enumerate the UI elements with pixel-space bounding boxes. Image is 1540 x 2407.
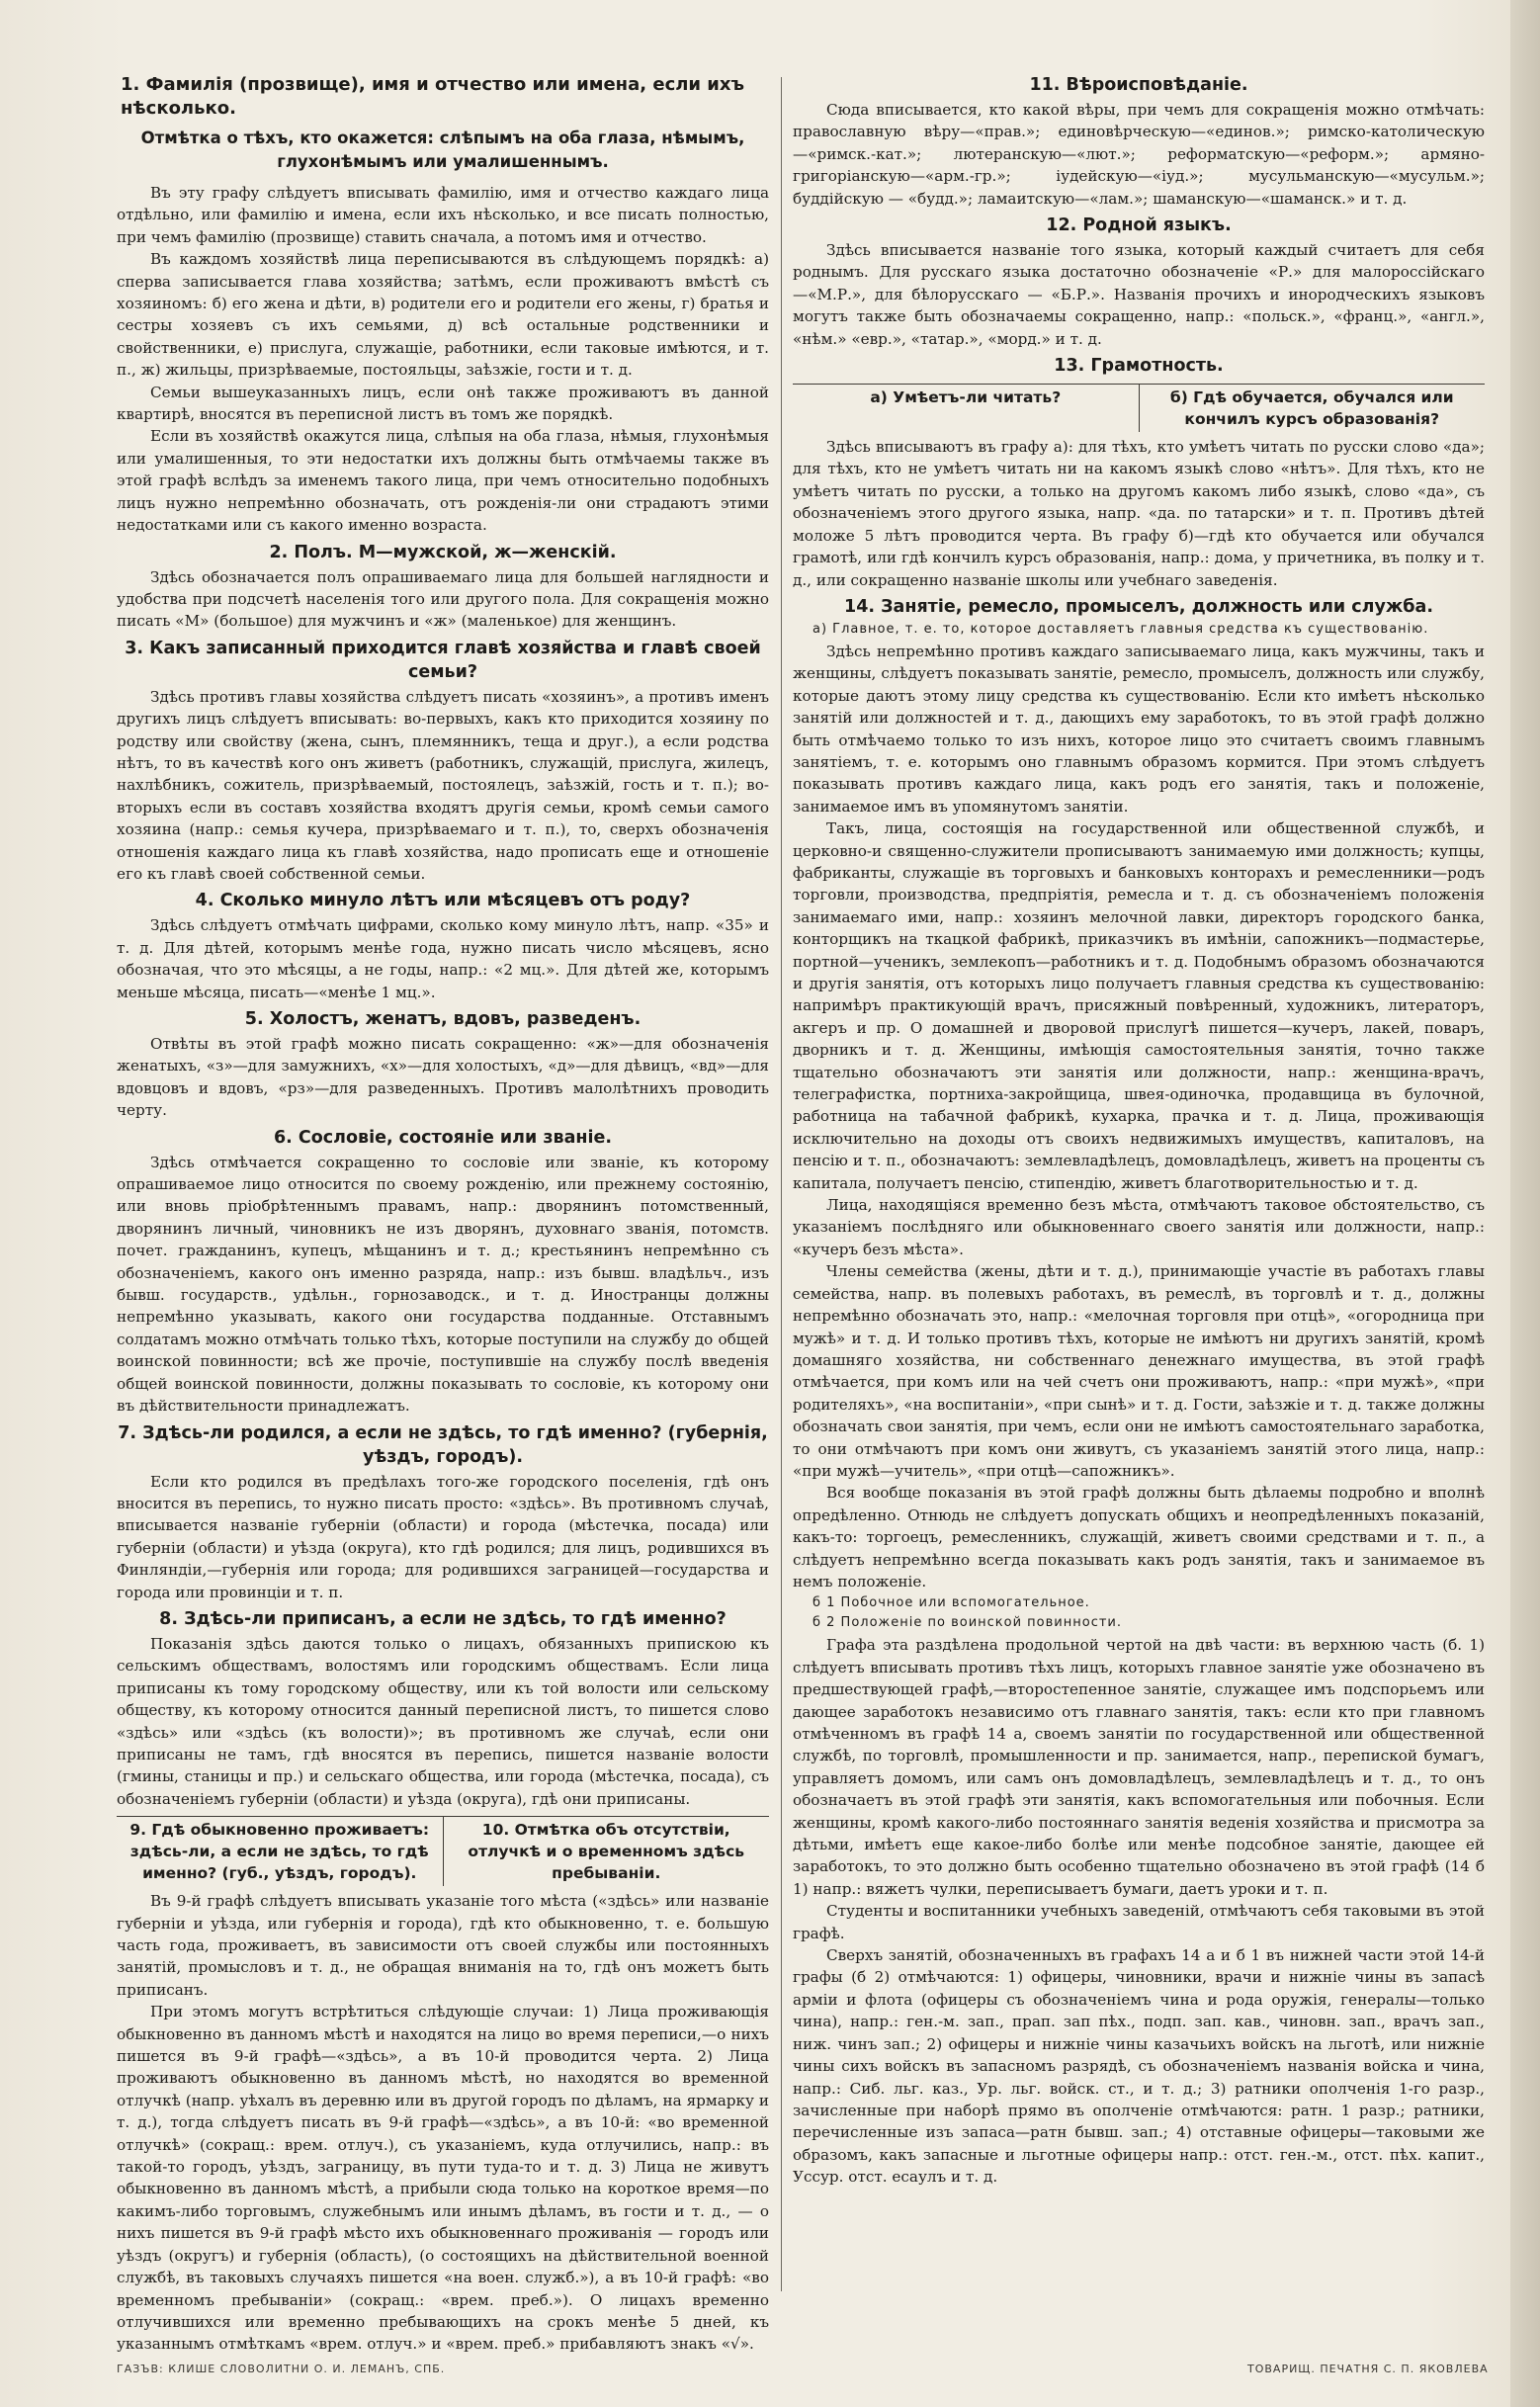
section-12-title: 12. Родной языкъ. [1046,215,1232,236]
column-divider [781,77,782,2291]
section-1-title: 1. Фамилія (прозвище), имя и отчество или имена, если ихъ нѣсколько. [121,74,745,119]
section-13-title: 13. Грамотность. [1054,356,1224,377]
section-1-paragraph: Семьи вышеуказанныхъ лицъ, если онѣ также проживаютъ въ данной квартирѣ, вносятся въ переписной листъ въ томъ же порядкѣ. [117,383,769,424]
section-10-title: 10. Отмѣтка объ отсутствіи, отлучкѣ и о временномъ здѣсь пребываніи. [443,1817,770,1886]
section-3-title: 3. Какъ записанный приходится главѣ хозяйства и главѣ своей семьи? [125,638,761,682]
section-2-title: 2. Полъ. М—мужской, ж—женскій. [269,542,617,562]
section-4-title: 4. Сколько минуло лѣтъ или мѣсяцевъ отъ роду? [195,891,691,911]
section-12-paragraph: Здѣсь вписывается названіе того языка, который каждый считаетъ для себя роднымъ. Для русскаго языка достаточно обозначеніе «Р.» для малороссійскаго—«М.Р.», для бѣлорусскаго — «Б.Р.». Названія прочихъ и инородческихъ языковъ могутъ также быть обозначаемы сокращенно, напр.: «польск.», «франц.», «англ.», «нѣм.» «евр.», «татар.», «морд.» и т. д. [793,241,1485,348]
section-14-paragraph: Вся вообще показанія въ этой графѣ должны быть дѣлаемы подробно и вполнѣ опредѣленно. Отнюдь не слѣдуетъ допускать общихъ и неопредѣленныхъ показаній, какъ-то: торгоецъ, ремесленникъ, служащій, живетъ своими средствами и т. п., а слѣдуетъ непремѣнно всегда показывать какъ родъ занятія, такъ и занимаемое въ немъ положеніе. [793,1484,1485,1590]
section-14-paragraph: Здѣсь непремѣнно противъ каждаго записываемаго лица, какъ мужчины, такъ и женщины, слѣдуетъ показывать занятіе, ремесло, промыселъ, должность или службу, которые даютъ этому лицу средства къ существованію. Если кто имѣетъ нѣсколько занятій или должностей и т. д., дающихъ ему заработокъ, то въ этой графѣ должно быть отмѣчаемо только то изъ нихъ, которое лицо это считаетъ своимъ главнымъ занятіемъ, т. е. которымъ оно главнымъ образомъ кормится. При этомъ слѣдуетъ показывать противъ каждаго лица, какъ родъ его занятія, такъ и положеніе, занимаемое имъ въ упомянутомъ занятіи. [793,642,1485,816]
printer-imprint-right: ТОВАРИЩ. ПЕЧАТНЯ С. П. ЯКОВЛЕВА [1247,2363,1489,2375]
section-14-title: 14. Занятіе, ремесло, промыселъ, должность или служба. [844,596,1433,617]
section-11-paragraph: Сюда вписывается, кто какой вѣры, при чемъ для сокращенія можно отмѣчать: православную вѣру—«прав.»; единовѣрческую—«единов.»; римско-католическую—«римск.-кат.»; лютеранскую—«лют.»; реформатскую—«реформ.»; армяно-григоріанскую—«арм.-гр.»; іудейскую—«іуд.»; мусульманскую—«мусульм.»; буддійскую — «будд.»; ламаитскую—«лам.»; шаманскую—«шаманск.» и т. д. [793,101,1485,208]
page-edge [1510,0,1540,2407]
section-9-title: 9. Гдѣ обыкновенно проживаетъ: здѣсь-ли, а если не здѣсь, то гдѣ именно? (губ., уѣздъ, городъ). [129,1821,430,1883]
section-14-paragraph: Студенты и воспитанники учебныхъ заведеній, отмѣчаютъ себя таковыми въ этой графѣ. [793,1902,1485,1942]
section-2-paragraph: Здѣсь обозначается полъ опрашиваемаго лица для большей наглядности и удобства при подсчетѣ населенія того или другого пола. Для сокращенія можно писать «М» (большое) для мужчинъ и «ж» (маленькое) для женщинъ. [117,567,769,631]
section-14-paragraph: Такъ, лица, состоящія на государственной или общественной службѣ, и церковно-и священно-служители прописываютъ занимаемую ими должность; купцы, фабриканты, служащіе въ торговыхъ и банковыхъ конторахъ и ремесленники—родъ торговли, производства, предпріятія, ремесла и т. д. съ обозначеніемъ положенія занимаемаго ими, напр.: хозяинъ мелочной лавки, директоръ городского банка, конторщикъ на ткацкой фабрикѣ, приказчикъ въ имѣніи, сапожникъ—подмастерье, портной—ученикъ, землекопъ—работникъ и т. д. Подобнымъ образомъ обозначаются и другія занятія, отъ которыхъ лицо получаетъ главныя средства къ существованію: напримѣръ практикующій врачъ, присяжный повѣренный, художникъ, литераторъ, акгеръ и пр. О домашней и дворовой прислугѣ пишется—кучеръ, лакей, поваръ, дворникъ и т. д. Женщины, имѣющія самостоятельныя занятія, точно также тщательно обозначаютъ эти занятія или должности, напр.: женщина-врачъ, телеграфистка, портниха-закройщица, швея-одиночка, продавщица въ булочной, работница на табачной фабрикѣ, кухарка, прачка и т. д. Лица, проживающія исключительно на доходы отъ своихъ недвижимыхъ имуществъ, капиталовъ, на пенсію и т. п., обозначаютъ: землевладѣлецъ, домовладѣлецъ, живетъ на проценты съ капитала, получаетъ пенсію, стипендію, живетъ благотворительностью и т. д. [793,819,1485,1192]
sections-9-10-header [117,1816,769,1886]
section-7-paragraph: Если кто родился въ предѣлахъ того-же городского поселенія, гдѣ онъ вносится въ перепись, то нужно писать просто: «здѣсь». Въ противномъ случаѣ, вписывается названіе губерніи (области) и города (мѣстечка, посада) или губерніи (области) и уѣзда (округа), кто гдѣ родился; для лицъ, родившихся въ Финляндіи,—губернія или города; для родившихся заграницей—государства и города или провинціи и т. п. [117,1472,769,1601]
section-13-subheaders [793,384,1485,432]
section-1-subtitle: Отмѣтка о тѣхъ, кто окажется: слѣпымъ на оба глаза, нѣмымъ, глухонѣмымъ или умалишеннымъ. [140,129,745,171]
section-4-paragraph: Здѣсь слѣдуетъ отмѣчать цифрами, сколько кому минуло лѣтъ, напр. «35» и т. д. Для дѣтей, которымъ менѣе года, нужно писать число мѣсяцевъ, ясно обозначая, что это мѣсяцы, а не годы, напр.: «2 мц.». Для дѣтей же, которымъ меньше мѣсяца, писать—«менѣе 1 мц.». [117,916,769,1001]
section-9-paragraph: При этомъ могутъ встрѣтиться слѣдующіе случаи: 1) Лица проживающія обыкновенно въ данномъ мѣстѣ и находятся на лицо во время переписи,—о нихъ пишется въ 9-й графѣ—«здѣсь», а въ 10-й проводится черта. 2) Лица проживаютъ обыкновенно въ данномъ мѣстѣ, но находятся во временной отлучкѣ (напр. уѣхалъ въ деревню или въ другой городъ по дѣламъ, на ярмарку и т. д.), тогда слѣдуетъ писать въ 9-й графѣ—«здѣсь», а въ 10-й: «во временной отлучкѣ» (сокращ.: врем. отлуч.), съ указаніемъ, куда отлучились, напр.: въ такой-то городъ, уѣздъ, заграницу, въ пути туда-то и т. д. 3) Лица не живутъ обыкновенно въ данномъ мѣстѣ, а прибыли сюда только на короткое время—по какимъ-либо торговымъ, служебнымъ или инымъ дѣламъ, въ гости и т. д., — о нихъ пишется въ 9-й графѣ мѣсто ихъ обыкновеннаго проживанія — городъ или уѣздъ (округъ) и губернія (область), (о состоящихъ на дѣйствительной военной службѣ, въ таковыхъ случаяхъ пишется «на воен. служб.»), а въ 10-й графѣ: «во временномъ пребываніи» (сокращ.: «врем. преб.»). О лицахъ временно отлучившихся или временно пребывающихъ на срокъ менѣе 5 дней, къ указаннымъ отмѣткамъ «врем. отлуч.» и «врем. преб.» прибавляютъ знакъ «√». [117,2003,769,2354]
section-14-paragraph: Графа эта раздѣлена продольной чертой на двѣ части: въ верхнюю часть (б. 1) слѣдуетъ вписывать противъ тѣхъ лицъ, которыхъ главное занятіе уже обозначено въ предшествующей графѣ,—второстепенное занятіе, служащее имъ подспорьемъ или дающее заработокъ независимо отъ главнаго занятія, такъ: если кто при главномъ отмѣченномъ въ графѣ 14 а, своемъ занятіи по государственной или общественной службѣ, по торговлѣ, промышленности и пр. занимается, напр., перепиской бумагъ, управляетъ домомъ, или самъ онъ домовладѣлецъ, землевладѣлецъ и т. д., то онъ обозначаетъ въ этой графѣ эти занятія, какъ вспомогательныя или побочныя. Если женщины, кромѣ какого-либо постояннаго занятія веденія хозяйства и присмотра за дѣтьми, имѣетъ еще какое-либо болѣе или менѣе подсобное занятіе, дающее ей заработокъ, то это должно быть особенно тщательно обозначено въ этой графѣ (14 б 1) напр.: вяжетъ чулки, переписываетъ бумаги, даетъ уроки и т. п. [793,1636,1485,1898]
section-1-paragraph: Въ эту графу слѣдуетъ вписывать фамилію, имя и отчество каждаго лица отдѣльно, или фамилію и имена, если ихъ нѣсколько, и все писать полностью, при чемъ фамилію (прозвище) ставить сначала, а потомъ имя и отчество. [117,184,769,246]
section-6-title: 6. Сословіе, состояніе или званіе. [274,1127,612,1148]
section-14-paragraph: Сверхъ занятій, обозначенныхъ въ графахъ 14 а и б 1 въ нижней части этой 14-й графы (б 2) отмѣчаются: 1) офицеры, чиновники, врачи и нижніе чины въ запасѣ арміи и флота (офицеры съ обозначеніемъ чина и рода оружія, генералы—только чина), напр.: ген.-м. зап., прап. зап пѣх., подп. зап. кав., чиновн. зап., врачъ зап., ниж. чинъ зап.; 2) офицеры и нижніе чины казачьихъ войскъ на льготѣ, или нижніе чины сихъ войскъ въ запасномъ разрядѣ, съ обозначеніемъ названія войска и чина, напр.: Сиб. льг. каз., Ур. льг. войск. ст., и т. д.; 3) ратники ополченія 1-го разр., зачисленные при наборѣ прямо въ ополченіе отмѣчаются: ратн. 1 разр.; ратники, перечисленные изъ запаса—ратн бывш. зап.; 4) отставные офицеры—таковыми же образомъ, какъ запасные и льготные офицеры напр.: отст. ген.-м., отст. пѣх. капит., Уссур. отст. есаулъ и т. д. [793,1946,1485,2187]
section-14-paragraph: Члены семейства (жены, дѣти и т. д.), принимающіе участіе въ работахъ главы семейства, напр. въ полевыхъ работахъ, въ ремеслѣ, въ торговлѣ и т. д., должны непремѣнно обозначать это, напр.: «мелочная торговля при отцѣ», «огородница при мужѣ» и т. д. И только противъ тѣхъ, которые не имѣютъ ни другихъ занятій, кромѣ домашняго хозяйства, ни собственнаго денежнаго имущества, въ этой графѣ отмѣчается, при комъ или на чей счетъ они проживаютъ, напр.: «при мужѣ», «при родителяхъ», «на воспитаніи», «при сынѣ» и т. д. Гости, заѣзжіе и т. д. также должны обозначать свои занятія, при чемъ, если они не имѣютъ самостоятельнаго заработка, то они отмѣчаютъ при комъ они живутъ, съ указаніемъ занятій этого лица, напр.: «при мужѣ—учитель», «при отцѣ—сапожникъ». [793,1262,1485,1480]
section-14b1-label: б 1 Побочное или вспомогательное. [813,1595,1090,1611]
section-1-paragraph: Если въ хозяйствѣ окажутся лица, слѣпыя на оба глаза, нѣмыя, глухонѣмыя или умалишенныя, то эти недостатки ихъ должны быть отмѣчаемы также въ этой графѣ вслѣдъ за именемъ такого лица, при чемъ относительно подобныхъ лицъ нужно непремѣнно обозначать, отъ рожденія-ли они страдаютъ этими недостатками или съ какого именно возраста. [117,427,769,535]
right-column [793,69,1485,2333]
section-13a-label: а) Умѣетъ-ли читать? [870,388,1062,407]
printer-imprint-left: ГАЗЪВ: КЛИШЕ СЛОВОЛИТНИ О. И. ЛЕМАНЪ, СПБ. [117,2363,446,2375]
section-7-title: 7. Здѣсь-ли родился, а если не здѣсь, то гдѣ именно? (губернія, уѣздъ, городъ). [118,1422,768,1467]
section-3-paragraph: Здѣсь противъ главы хозяйства слѣдуетъ писать «хозяинъ», а противъ именъ другихъ лицъ слѣдуетъ вписывать: во-первыхъ, какъ кто приходится хозяину по родству или свойству (жена, сынъ, племянникъ, теща и друг.), а если родства нѣтъ, то въ качествѣ кого онъ живетъ (работникъ, служащій, прислуга, жилецъ, нахлѣбникъ, сожитель, призрѣваемый, постоялецъ, заѣзжій, гость и т. п.); во-вторыхъ если въ составъ хозяйства входятъ другія семьи, кромѣ семьи самого хозяина (напр.: семья кучера, призрѣваемаго и т. п.), то, сверхъ обозначенія отношенія каждаго лица къ главѣ хозяйства, надо прописать еще и отношеніе его къ главѣ своей собственной семьи. [117,687,769,883]
section-8-title: 8. Здѣсь-ли приписанъ, а если не здѣсь, то гдѣ именно? [159,1608,727,1629]
section-14b2-label: б 2 Положеніе по воинской повинности. [813,1615,1122,1631]
left-column [117,69,769,2354]
section-5-title: 5. Холостъ, женатъ, вдовъ, разведенъ. [244,1009,642,1029]
section-14a-label: а) Главное, т. е. то, которое доставляетъ главныя средства къ существованію. [813,621,1429,637]
section-14-paragraph: Лица, находящіяся временно безъ мѣста, отмѣчаютъ таковое обстоятельство, съ указаніемъ послѣдняго или обыкновеннаго своего занятія или должности, напр.: «кучеръ безъ мѣста». [793,1196,1485,1258]
section-6-paragraph: Здѣсь отмѣчается сокращенно то сословіе или званіе, къ которому опрашиваемое лицо относится по своему рожденію, или прежнему состоянію, или вновь пріобрѣтеннымъ правамъ, напр.: дворянинъ потомственный, дворянинъ личный, чиновникъ не изъ дворянъ, духовнаго званія, потомств. почет. гражданинъ, купецъ, мѣщанинъ и т. д.; крестьянинъ непремѣнно съ обозначеніемъ, какого онъ именно разряда, напр.: изъ бывш. владѣльч., изъ бывш. государств., удѣльн., горнозаводск., и т. д. Иностранцы должны непремѣнно указывать, какого они государства подданные. Отставнымъ солдатамъ можно отмѣчать только тѣхъ, которые поступили на службу до общей воинской повинности; всѣ же прочіе, поступившіе на службу послѣ введенія общей воинской повинности, должны показывать то сословіе, къ которому они въ дѣйствительности принадлежатъ. [117,1153,769,1416]
section-1-paragraph: Въ каждомъ хозяйствѣ лица переписываются въ слѣдующемъ порядкѣ: а) сперва записывается глава хозяйства; затѣмъ, если проживаютъ вмѣстѣ съ хозяиномъ: б) его жена и дѣти, в) родители его и родители его жены, г) братья и сестры хозяевъ съ ихъ семьями, д) всѣ остальные родственники и свойственники, е) прислуга, служащіе, работники, если таковые имѣются, и т. п., ж) жильцы, призрѣваемые, постояльцы, заѣзжіе, гости и т. д. [117,250,769,380]
section-9-paragraph: Въ 9-й графѣ слѣдуетъ вписывать указаніе того мѣста («здѣсь» или названіе губерніи и уѣзда, или губернія и города), гдѣ кто обыкновенно, т. е. большую часть года, проживаетъ, въ зависимости отъ своей службы или постоянныхъ занятій, промысловъ и т. д., не обращая вниманія на то, гдѣ онъ можетъ быть приписанъ. [117,1892,769,1999]
section-13b-label: б) Гдѣ обучается, обучался или кончилъ курсъ образованія? [1139,385,1486,432]
section-13-paragraph: Здѣсь вписываютъ въ графу а): для тѣхъ, кто умѣетъ читать по русски слово «да»; для тѣхъ, кто не умѣетъ читать ни на какомъ языкѣ слово «нѣтъ». Для тѣхъ, кто не умѣетъ читать по русски, а только на другомъ какомъ либо языкѣ, слово «да», съ обозначеніемъ этого другого языка, напр. «да. по татарски» и т. п. Противъ дѣтей моложе 5 лѣтъ проводится черта. Въ графу б)—гдѣ кто обучается или обучался грамотѣ, или гдѣ кончилъ курсъ образованія, напр.: дома, у причетника, въ полку и т. д., или сокращенно названіе школы или учебнаго заведенія. [793,438,1485,589]
section-11-title: 11. Вѣроисповѣданіе. [1029,75,1248,95]
section-8-paragraph: Показанія здѣсь даются только о лицахъ, обязанныхъ припискою къ сельскимъ обществамъ, волостямъ или городскимъ обществамъ. Если лица приписаны къ тому городскому обществу, или къ той волости или сельскому обществу, къ которому относится данный переписной листъ, то пишется слово «здѣсь» или «здѣсь (къ волости)»; въ противномъ же случаѣ, если они приписаны не тамъ, гдѣ вносятся въ перепись, пишется названіе волости (гмины, станицы и пр.) и сельскаго общества, или города (мѣстечка, посада), съ обозначеніемъ губерніи (области) и уѣзда (округа), гдѣ они приписаны. [117,1634,769,1808]
section-5-paragraph: Отвѣты въ этой графѣ можно писать сокращенно: «ж»—для обозначенія женатыхъ, «з»—для замужнихъ, «х»—для холостыхъ, «д»—для дѣвицъ, «вд»—для вдовцовъ и вдовъ, «рз»—для разведенныхъ. Противъ малолѣтнихъ проводить черту. [117,1035,769,1120]
